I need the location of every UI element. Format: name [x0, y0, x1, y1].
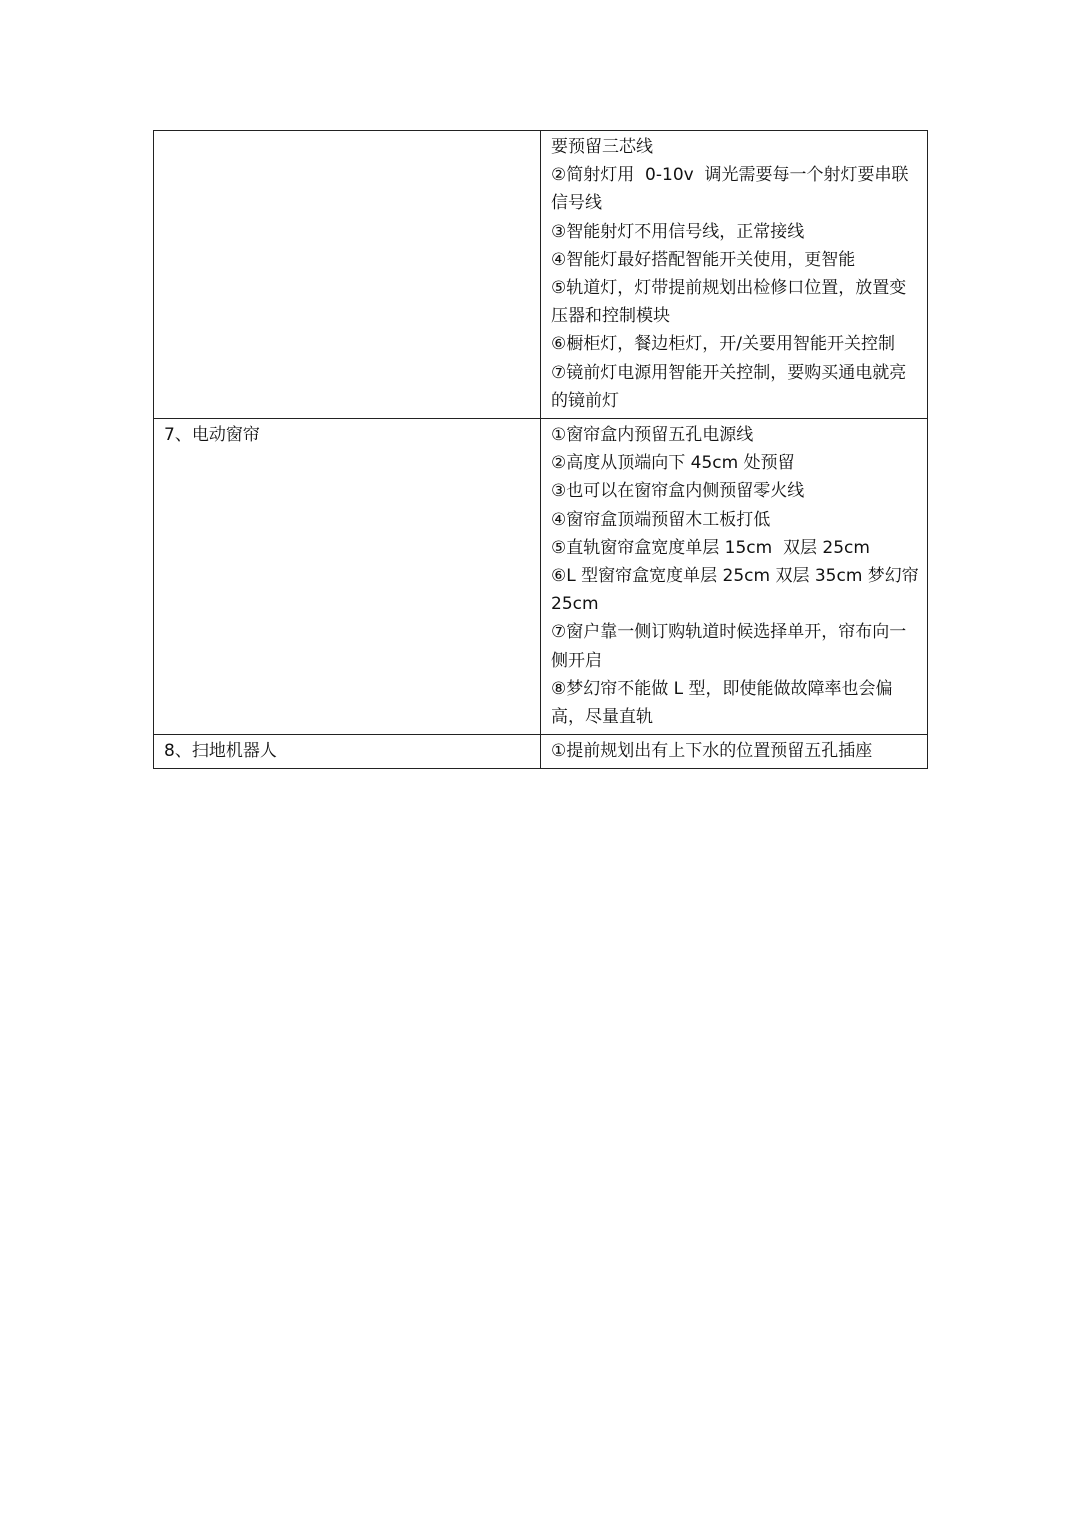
- list-item: ⑦窗户靠一侧订购轨道时候选择单开，帘布向一侧开启: [551, 622, 907, 671]
- list-item: ③也可以在窗帘盒内侧预留零火线: [551, 481, 805, 502]
- list-item: ①提前规划出有上下水的位置预留五孔插座: [551, 741, 873, 762]
- list-item: ⑤轨道灯，灯带提前规划出检修口位置，放置变压器和控制模块: [551, 278, 907, 327]
- row-label: 7、电动窗帘: [164, 425, 260, 446]
- row-label-cell: [154, 419, 541, 735]
- list-item: ⑤直轨窗帘盒宽度单层 15cm 双层 25cm: [551, 537, 870, 558]
- row-label-cell: [154, 131, 541, 419]
- row-label: 8、扫地机器人: [164, 741, 277, 762]
- list-item: ①窗帘盒内预留五孔电源线: [551, 425, 754, 446]
- row-items-cell: [541, 131, 928, 419]
- table-row: [154, 131, 928, 419]
- list-item: 要预留三芯线: [551, 137, 653, 157]
- list-item: ⑥橱柜灯，餐边柜灯，开/关要用智能开关控制: [551, 334, 895, 355]
- list-item: ④窗帘盒顶端预留木工板打低: [551, 509, 771, 530]
- list-item: ④智能灯最好搭配智能开关使用，更智能: [551, 249, 856, 270]
- list-item: ⑦镜前灯电源用智能开关控制，要购买通电就亮的镜前灯: [551, 362, 907, 411]
- row-items-cell: [541, 419, 928, 735]
- list-item: ⑧梦幻帘不能做 L 型，即使能做故障率也会偏高，尽量直轨: [551, 678, 893, 728]
- smart-home-spec-table: [153, 130, 928, 769]
- row-label-cell: [154, 735, 541, 769]
- list-item: ②简射灯用 0-10v 调光需要每一个射灯要串联信号线: [551, 165, 909, 214]
- list-item: ③智能射灯不用信号线，正常接线: [551, 221, 805, 242]
- list-item: ②高度从顶端向下 45cm 处预留: [551, 453, 795, 474]
- table-row: [154, 419, 928, 735]
- row-items-cell: [541, 735, 928, 769]
- table-row: [154, 735, 928, 769]
- list-item: ⑥L 型窗帘盒宽度单层 25cm 双层 35cm 梦幻帘 25cm: [551, 566, 925, 615]
